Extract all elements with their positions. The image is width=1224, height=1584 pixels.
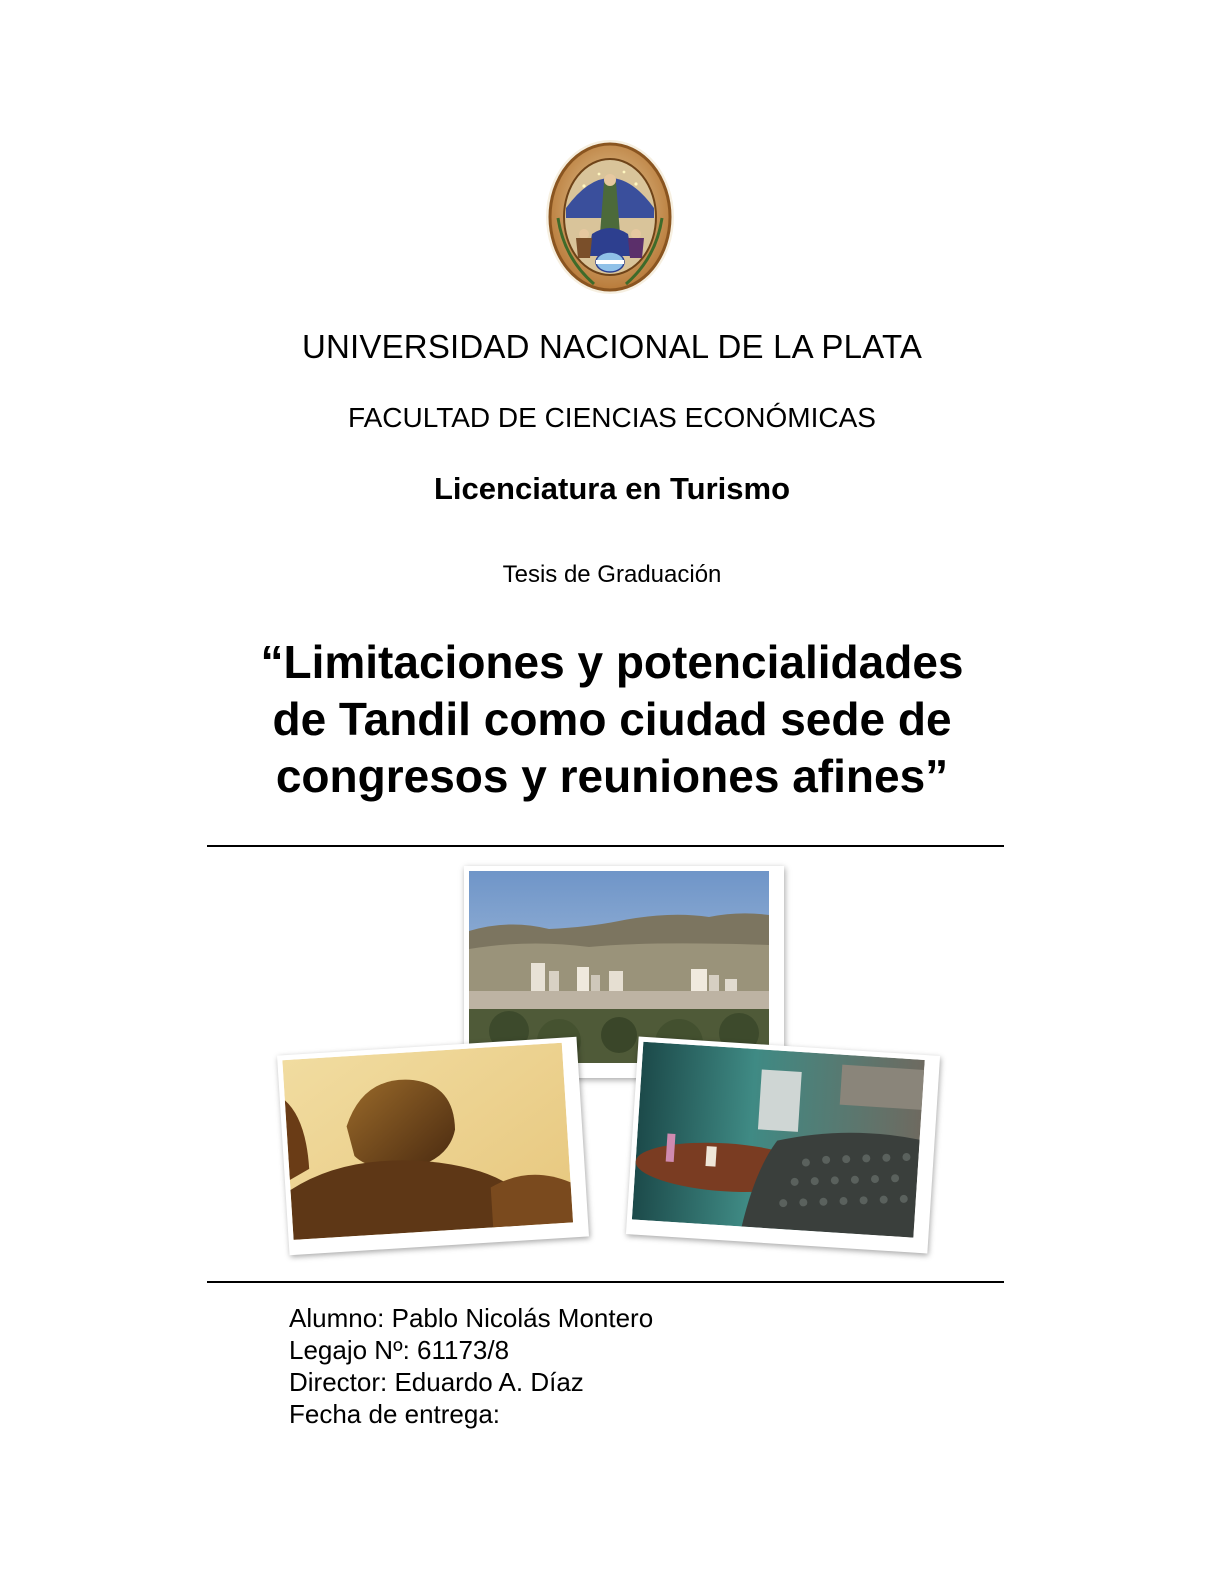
top-divider xyxy=(207,845,1004,847)
delivery-date: Fecha de entrega: xyxy=(289,1399,501,1429)
thesis-title-line-1: “Limitaciones y potencialidades xyxy=(260,636,964,688)
student-name: Alumno: Pablo Nicolás Montero xyxy=(289,1303,654,1333)
thesis-type: Tesis de Graduación xyxy=(502,561,722,588)
thesis-details xyxy=(289,1302,653,1430)
university-name: UNIVERSIDAD NACIONAL DE LA PLATA xyxy=(301,328,923,365)
thesis-title xyxy=(0,634,1224,805)
faculty-name: FACULTAD DE CIENCIAS ECONÓMICAS xyxy=(348,402,876,433)
university-seal-logo xyxy=(544,138,676,296)
thesis-title-line-3: congresos y reuniones afines” xyxy=(275,750,949,802)
file-number: Legajo Nº: 61173/8 xyxy=(289,1335,510,1365)
thesis-title-line-2: de Tandil como ciudad sede de xyxy=(272,693,952,745)
auditorium-photo xyxy=(626,1036,940,1253)
moving-stone-photo xyxy=(277,1037,589,1255)
bottom-divider xyxy=(207,1281,1004,1283)
director-name: Director: Eduardo A. Díaz xyxy=(289,1367,584,1397)
degree-name: Licenciatura en Turismo xyxy=(433,471,790,506)
